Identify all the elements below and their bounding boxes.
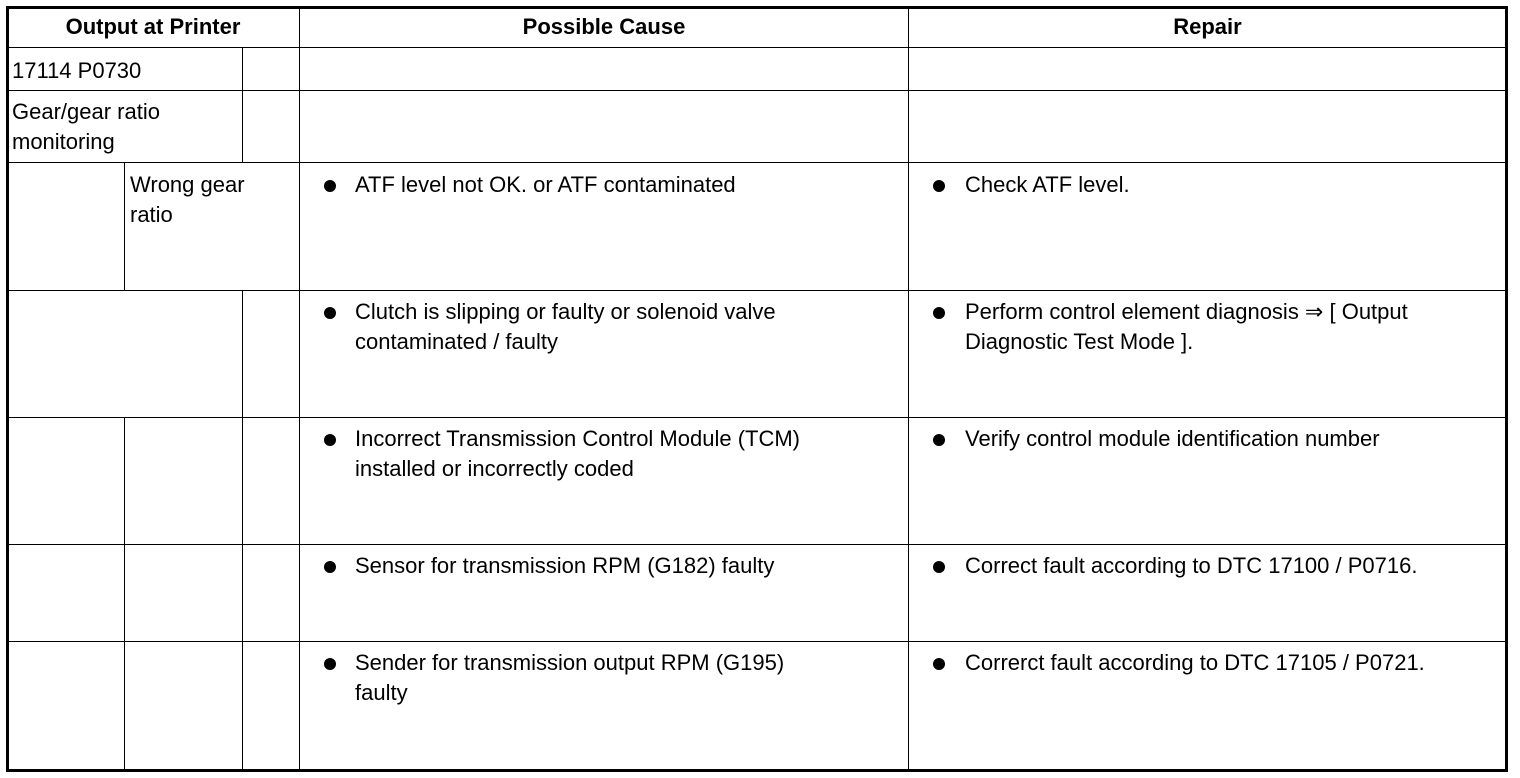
repair-text: Perform control element diagnosis ⇒ [ Output xyxy=(965,299,1408,324)
rule-row-2-bottom xyxy=(7,417,1506,418)
header-possible-cause: Possible Cause xyxy=(522,14,686,39)
function-name-line-1: Gear/gear ratio xyxy=(12,99,160,124)
cause-bullet-icon xyxy=(324,658,336,670)
rule-function-bottom xyxy=(7,162,1506,163)
fault-type-line-2: ratio xyxy=(130,202,173,227)
rule-subcol-2-bottom xyxy=(124,417,125,770)
rule-subcol-2-fault xyxy=(124,162,125,290)
cause-text: faulty xyxy=(355,680,408,705)
function-name-line-2: monitoring xyxy=(12,129,115,154)
rule-header-bottom xyxy=(7,47,1506,48)
rule-row-1-bottom xyxy=(7,290,1506,291)
repair-text: Diagnostic Test Mode ]. xyxy=(965,329,1194,354)
dtc-code: 17114 P0730 xyxy=(12,58,142,83)
cause-text: Incorrect Transmission Control Module (TCM) xyxy=(355,426,801,451)
cause-bullet-icon xyxy=(324,180,336,192)
fault-type-line-1: Wrong gear xyxy=(130,172,245,197)
repair-bullet-icon xyxy=(933,180,945,192)
repair-bullet-icon xyxy=(933,434,945,446)
repair-bullet-icon xyxy=(933,307,945,319)
repair-bullet-icon xyxy=(933,658,945,670)
rule-col-cause xyxy=(299,7,300,770)
cause-bullet-icon xyxy=(324,434,336,446)
cause-text: Sender for transmission output RPM (G195) xyxy=(355,650,785,675)
rule-row-3-bottom xyxy=(7,544,1506,545)
cause-bullet-icon xyxy=(324,307,336,319)
header-output-at-printer: Output at Printer xyxy=(65,14,241,39)
cause-text: installed or incorrectly coded xyxy=(355,456,634,481)
cause-text: Clutch is slipping or faulty or solenoid valve xyxy=(355,299,776,324)
repair-bullet-icon xyxy=(933,561,945,573)
cause-text: Sensor for transmission RPM (G182) faulty xyxy=(355,553,775,578)
header-repair: Repair xyxy=(1173,14,1242,39)
repair-text: Check ATF level. xyxy=(965,172,1130,197)
rule-subcol-3-bottom xyxy=(242,290,243,770)
rule-row-4-bottom xyxy=(7,641,1506,642)
rule-col-repair xyxy=(908,7,909,770)
rule-code-bottom xyxy=(7,90,1506,91)
rule-subcol-3-top xyxy=(242,47,243,162)
cause-text: ATF level not OK. or ATF contaminated xyxy=(355,172,736,197)
repair-text: Correrct fault according to DTC 17105 / P0721. xyxy=(965,650,1425,675)
repair-text: Verify control module identification number xyxy=(965,426,1380,451)
repair-text: Correct fault according to DTC 17100 / P0716. xyxy=(965,553,1418,578)
cause-bullet-icon xyxy=(324,561,336,573)
cause-text: contaminated / faulty xyxy=(355,329,559,354)
